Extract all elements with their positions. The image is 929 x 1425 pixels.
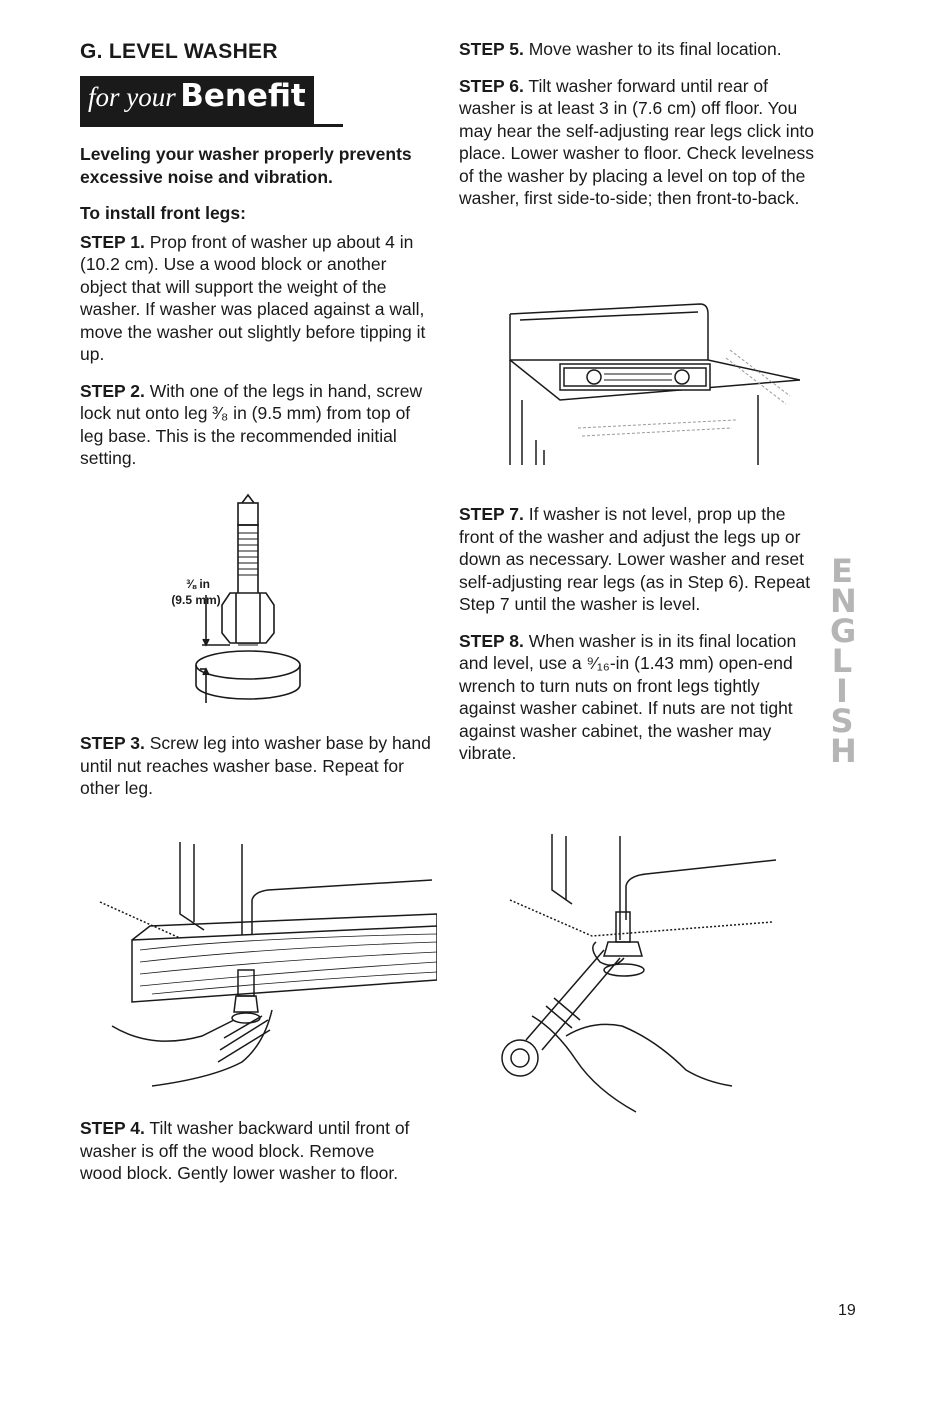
right-column-top bbox=[459, 38, 819, 224]
step-8 bbox=[459, 630, 819, 765]
step-label: STEP 6. bbox=[459, 75, 524, 96]
measure-fraction: ⅜ in bbox=[185, 577, 211, 591]
step-3-block bbox=[80, 732, 440, 814]
step-1 bbox=[80, 231, 435, 366]
wrench-illustration bbox=[496, 830, 796, 1115]
step-text: If washer is not level, prop up the front of the washer and adjust the legs up or down as necessary. Lower washer and reset self-adjusting rear legs (as in Step 6). Repeat Step 7 until the washer is level. bbox=[459, 504, 811, 614]
step-5 bbox=[459, 38, 819, 61]
benefit-word: Benefit bbox=[180, 78, 306, 114]
step-text: Screw leg into washer base by hand until nut reaches washer base. Repeat for other leg. bbox=[80, 733, 431, 798]
benefit-underline bbox=[80, 124, 343, 127]
step-label: STEP 7. bbox=[459, 504, 524, 524]
step-3 bbox=[80, 732, 440, 800]
step-label: STEP 5. bbox=[459, 39, 524, 59]
benefit-box bbox=[80, 76, 314, 124]
step-4 bbox=[80, 1117, 420, 1185]
benefit-prefix: for your bbox=[88, 82, 176, 112]
leg-diagram bbox=[150, 493, 330, 715]
page-number: 19 bbox=[838, 1302, 856, 1319]
measure-metric: (9.5 mm) bbox=[171, 593, 221, 607]
step-7 bbox=[459, 503, 819, 616]
step-label: STEP 1. bbox=[80, 231, 145, 252]
subheading: To install front legs: bbox=[80, 203, 246, 223]
language-tab-label: ENGLISH bbox=[830, 552, 857, 770]
step-6 bbox=[459, 75, 819, 210]
section-title: G. LEVEL WASHER bbox=[80, 40, 278, 63]
right-column-bottom bbox=[459, 503, 819, 779]
language-tab bbox=[822, 552, 862, 770]
step-2 bbox=[80, 380, 435, 470]
step-text: Prop front of washer up about 4 in (10.2 cm). Use a wood block or another object that will support the weight of the washer. If washer was placed against a wall, move the washer out slightly before tipping it up. bbox=[80, 231, 426, 364]
benefit-banner bbox=[80, 76, 343, 127]
washer-level-illustration bbox=[500, 300, 800, 470]
left-column bbox=[80, 143, 435, 484]
step-text: When washer is in its final location and level, use a ⁹⁄₁₆-in (1.43 mm) open-end wrench to turn nuts on front legs tightly against washer cabinet. If nuts are not tight against washer cabinet, the washer may vibrate. bbox=[459, 630, 797, 763]
step-label: STEP 4. bbox=[80, 1118, 145, 1138]
step-text: Tilt washer backward until front of washer is off the wood block. Remove wood block. Gently lower washer to floor. bbox=[80, 1118, 410, 1183]
step-label: STEP 2. bbox=[80, 380, 145, 401]
lead-text: Leveling your washer properly prevents excessive noise and vibration. bbox=[80, 144, 412, 187]
step-text: Move washer to its final location. bbox=[528, 39, 782, 59]
step-text: Tilt washer forward until rear of washer is at least 3 in (7.6 cm) off floor. You may hear the self-adjusting rear legs click into place. Lower washer to floor. Check levelness of the washer by placing a level on top of the washer, first side-to-side; then front-to-back. bbox=[459, 75, 815, 208]
step-label: STEP 8. bbox=[459, 630, 524, 651]
step-label: STEP 3. bbox=[80, 733, 145, 753]
wood-block-illustration bbox=[92, 830, 437, 1095]
step-text: With one of the legs in hand, screw lock nut onto leg ³⁄₈ in (9.5 mm) from top of leg base. This is the recommended initial setting. bbox=[80, 380, 423, 468]
step-4-block bbox=[80, 1117, 420, 1199]
